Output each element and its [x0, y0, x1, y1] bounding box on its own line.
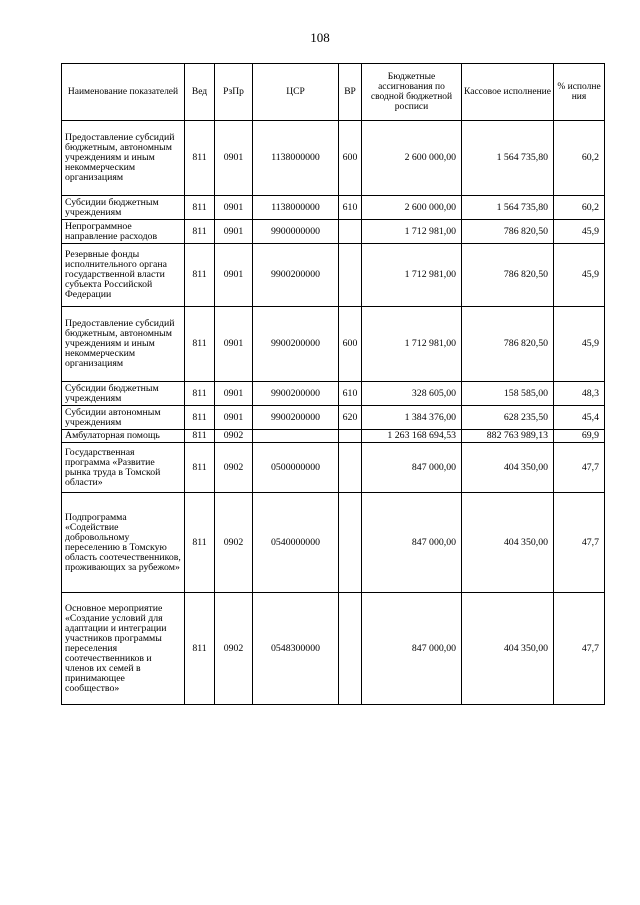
table-row — [62, 443, 605, 493]
row-ved: 811 — [185, 430, 215, 443]
row-vr: 600 — [339, 121, 362, 196]
row-cash: 882 763 989,13 — [462, 430, 554, 443]
row-cash: 628 235,50 — [462, 406, 554, 430]
row-budget: 2 600 000,00 — [362, 196, 462, 220]
row-vr: 600 — [339, 307, 362, 382]
row-ved: 811 — [185, 307, 215, 382]
row-pct: 48,3 — [554, 382, 605, 406]
row-csr: 9900200000 — [253, 382, 339, 406]
row-name: Субсидии бюджетным учреждениям — [62, 382, 185, 406]
table-row — [62, 382, 605, 406]
row-cash: 404 350,00 — [462, 493, 554, 593]
row-name: Предоставление субсидий бюджетным, автономным учреждениям и иным некоммерческим организациям — [62, 307, 185, 382]
row-vr — [339, 244, 362, 307]
row-vr — [339, 443, 362, 493]
row-cash: 1 564 735,80 — [462, 121, 554, 196]
row-name: Субсидии бюджетным учреждениям — [62, 196, 185, 220]
table-row — [62, 220, 605, 244]
row-pct: 60,2 — [554, 121, 605, 196]
table-row — [62, 244, 605, 307]
row-csr: 9900200000 — [253, 244, 339, 307]
row-name: Непрограммное направление расходов — [62, 220, 185, 244]
table-row — [62, 493, 605, 593]
row-csr — [253, 430, 339, 443]
row-budget: 847 000,00 — [362, 593, 462, 705]
table-row — [62, 406, 605, 430]
row-cash: 786 820,50 — [462, 244, 554, 307]
row-pct: 47,7 — [554, 443, 605, 493]
row-pct: 47,7 — [554, 593, 605, 705]
table-row — [62, 121, 605, 196]
row-rzpr: 0901 — [215, 220, 253, 244]
page-number: 108 — [310, 30, 330, 45]
row-budget: 847 000,00 — [362, 493, 462, 593]
table-row — [62, 430, 605, 443]
row-csr: 9900000000 — [253, 220, 339, 244]
row-ved: 811 — [185, 493, 215, 593]
header-budget: Бюджетные ассигнования по сводной бюджетной росписи — [362, 64, 462, 121]
table-header-row — [62, 64, 605, 121]
row-name: Подпрограмма «Содействие добровольному переселению в Томскую область соотечественников, проживающих за рубежом» — [62, 493, 185, 593]
row-budget: 847 000,00 — [362, 443, 462, 493]
row-cash: 158 585,00 — [462, 382, 554, 406]
row-budget: 1 712 981,00 — [362, 220, 462, 244]
row-budget: 328 605,00 — [362, 382, 462, 406]
row-vr — [339, 220, 362, 244]
row-rzpr: 0901 — [215, 382, 253, 406]
row-rzpr: 0901 — [215, 307, 253, 382]
row-budget: 1 263 168 694,53 — [362, 430, 462, 443]
row-pct: 45,9 — [554, 220, 605, 244]
row-cash: 786 820,50 — [462, 220, 554, 244]
row-name: Государственная программа «Развитие рынка труда в Томской области» — [62, 443, 185, 493]
row-budget: 1 712 981,00 — [362, 244, 462, 307]
row-csr: 9900200000 — [253, 307, 339, 382]
row-ved: 811 — [185, 382, 215, 406]
table-row — [62, 307, 605, 382]
row-ved: 811 — [185, 593, 215, 705]
budget-table — [61, 63, 605, 705]
row-vr: 610 — [339, 382, 362, 406]
header-cash: Кассовое исполнение — [462, 64, 554, 121]
row-vr: 610 — [339, 196, 362, 220]
row-rzpr: 0901 — [215, 244, 253, 307]
table-row — [62, 196, 605, 220]
row-vr — [339, 593, 362, 705]
row-pct: 47,7 — [554, 493, 605, 593]
row-csr: 0500000000 — [253, 443, 339, 493]
table-row — [62, 593, 605, 705]
row-ved: 811 — [185, 443, 215, 493]
row-name: Амбулаторная помощь — [62, 430, 185, 443]
row-csr: 9900200000 — [253, 406, 339, 430]
row-rzpr: 0902 — [215, 443, 253, 493]
header-pct: % исполне ния — [554, 64, 605, 121]
row-name: Субсидии автономным учреждениям — [62, 406, 185, 430]
row-name: Резервные фонды исполнительного органа государственной власти субъекта Российской Федерации — [62, 244, 185, 307]
row-ved: 811 — [185, 244, 215, 307]
header-vr: ВР — [339, 64, 362, 121]
row-rzpr: 0902 — [215, 493, 253, 593]
header-name: Наименование показателей — [62, 64, 185, 121]
row-csr: 1138000000 — [253, 196, 339, 220]
row-cash: 786 820,50 — [462, 307, 554, 382]
row-pct: 45,9 — [554, 244, 605, 307]
row-rzpr: 0901 — [215, 406, 253, 430]
row-budget: 1 384 376,00 — [362, 406, 462, 430]
row-budget: 2 600 000,00 — [362, 121, 462, 196]
row-name: Предоставление субсидий бюджетным, автономным учреждениям и иным некоммерческим организациям — [62, 121, 185, 196]
header-csr: ЦСР — [253, 64, 339, 121]
header-rzpr: РзПр — [215, 64, 253, 121]
row-name: Основное мероприятие «Создание условий для адаптации и интеграции участников программы переселения соотечественников и членов их семей в принимающее сообщество» — [62, 593, 185, 705]
row-cash: 404 350,00 — [462, 443, 554, 493]
row-vr: 620 — [339, 406, 362, 430]
row-rzpr: 0902 — [215, 430, 253, 443]
row-csr: 0548300000 — [253, 593, 339, 705]
row-pct: 45,4 — [554, 406, 605, 430]
row-vr — [339, 493, 362, 593]
row-ved: 811 — [185, 220, 215, 244]
row-ved: 811 — [185, 196, 215, 220]
header-ved: Вед — [185, 64, 215, 121]
row-csr: 1138000000 — [253, 121, 339, 196]
row-rzpr: 0901 — [215, 121, 253, 196]
row-vr — [339, 430, 362, 443]
row-pct: 45,9 — [554, 307, 605, 382]
row-budget: 1 712 981,00 — [362, 307, 462, 382]
row-rzpr: 0901 — [215, 196, 253, 220]
row-cash: 1 564 735,80 — [462, 196, 554, 220]
row-ved: 811 — [185, 121, 215, 196]
row-rzpr: 0902 — [215, 593, 253, 705]
row-pct: 60,2 — [554, 196, 605, 220]
row-cash: 404 350,00 — [462, 593, 554, 705]
row-ved: 811 — [185, 406, 215, 430]
row-csr: 0540000000 — [253, 493, 339, 593]
row-pct: 69,9 — [554, 430, 605, 443]
